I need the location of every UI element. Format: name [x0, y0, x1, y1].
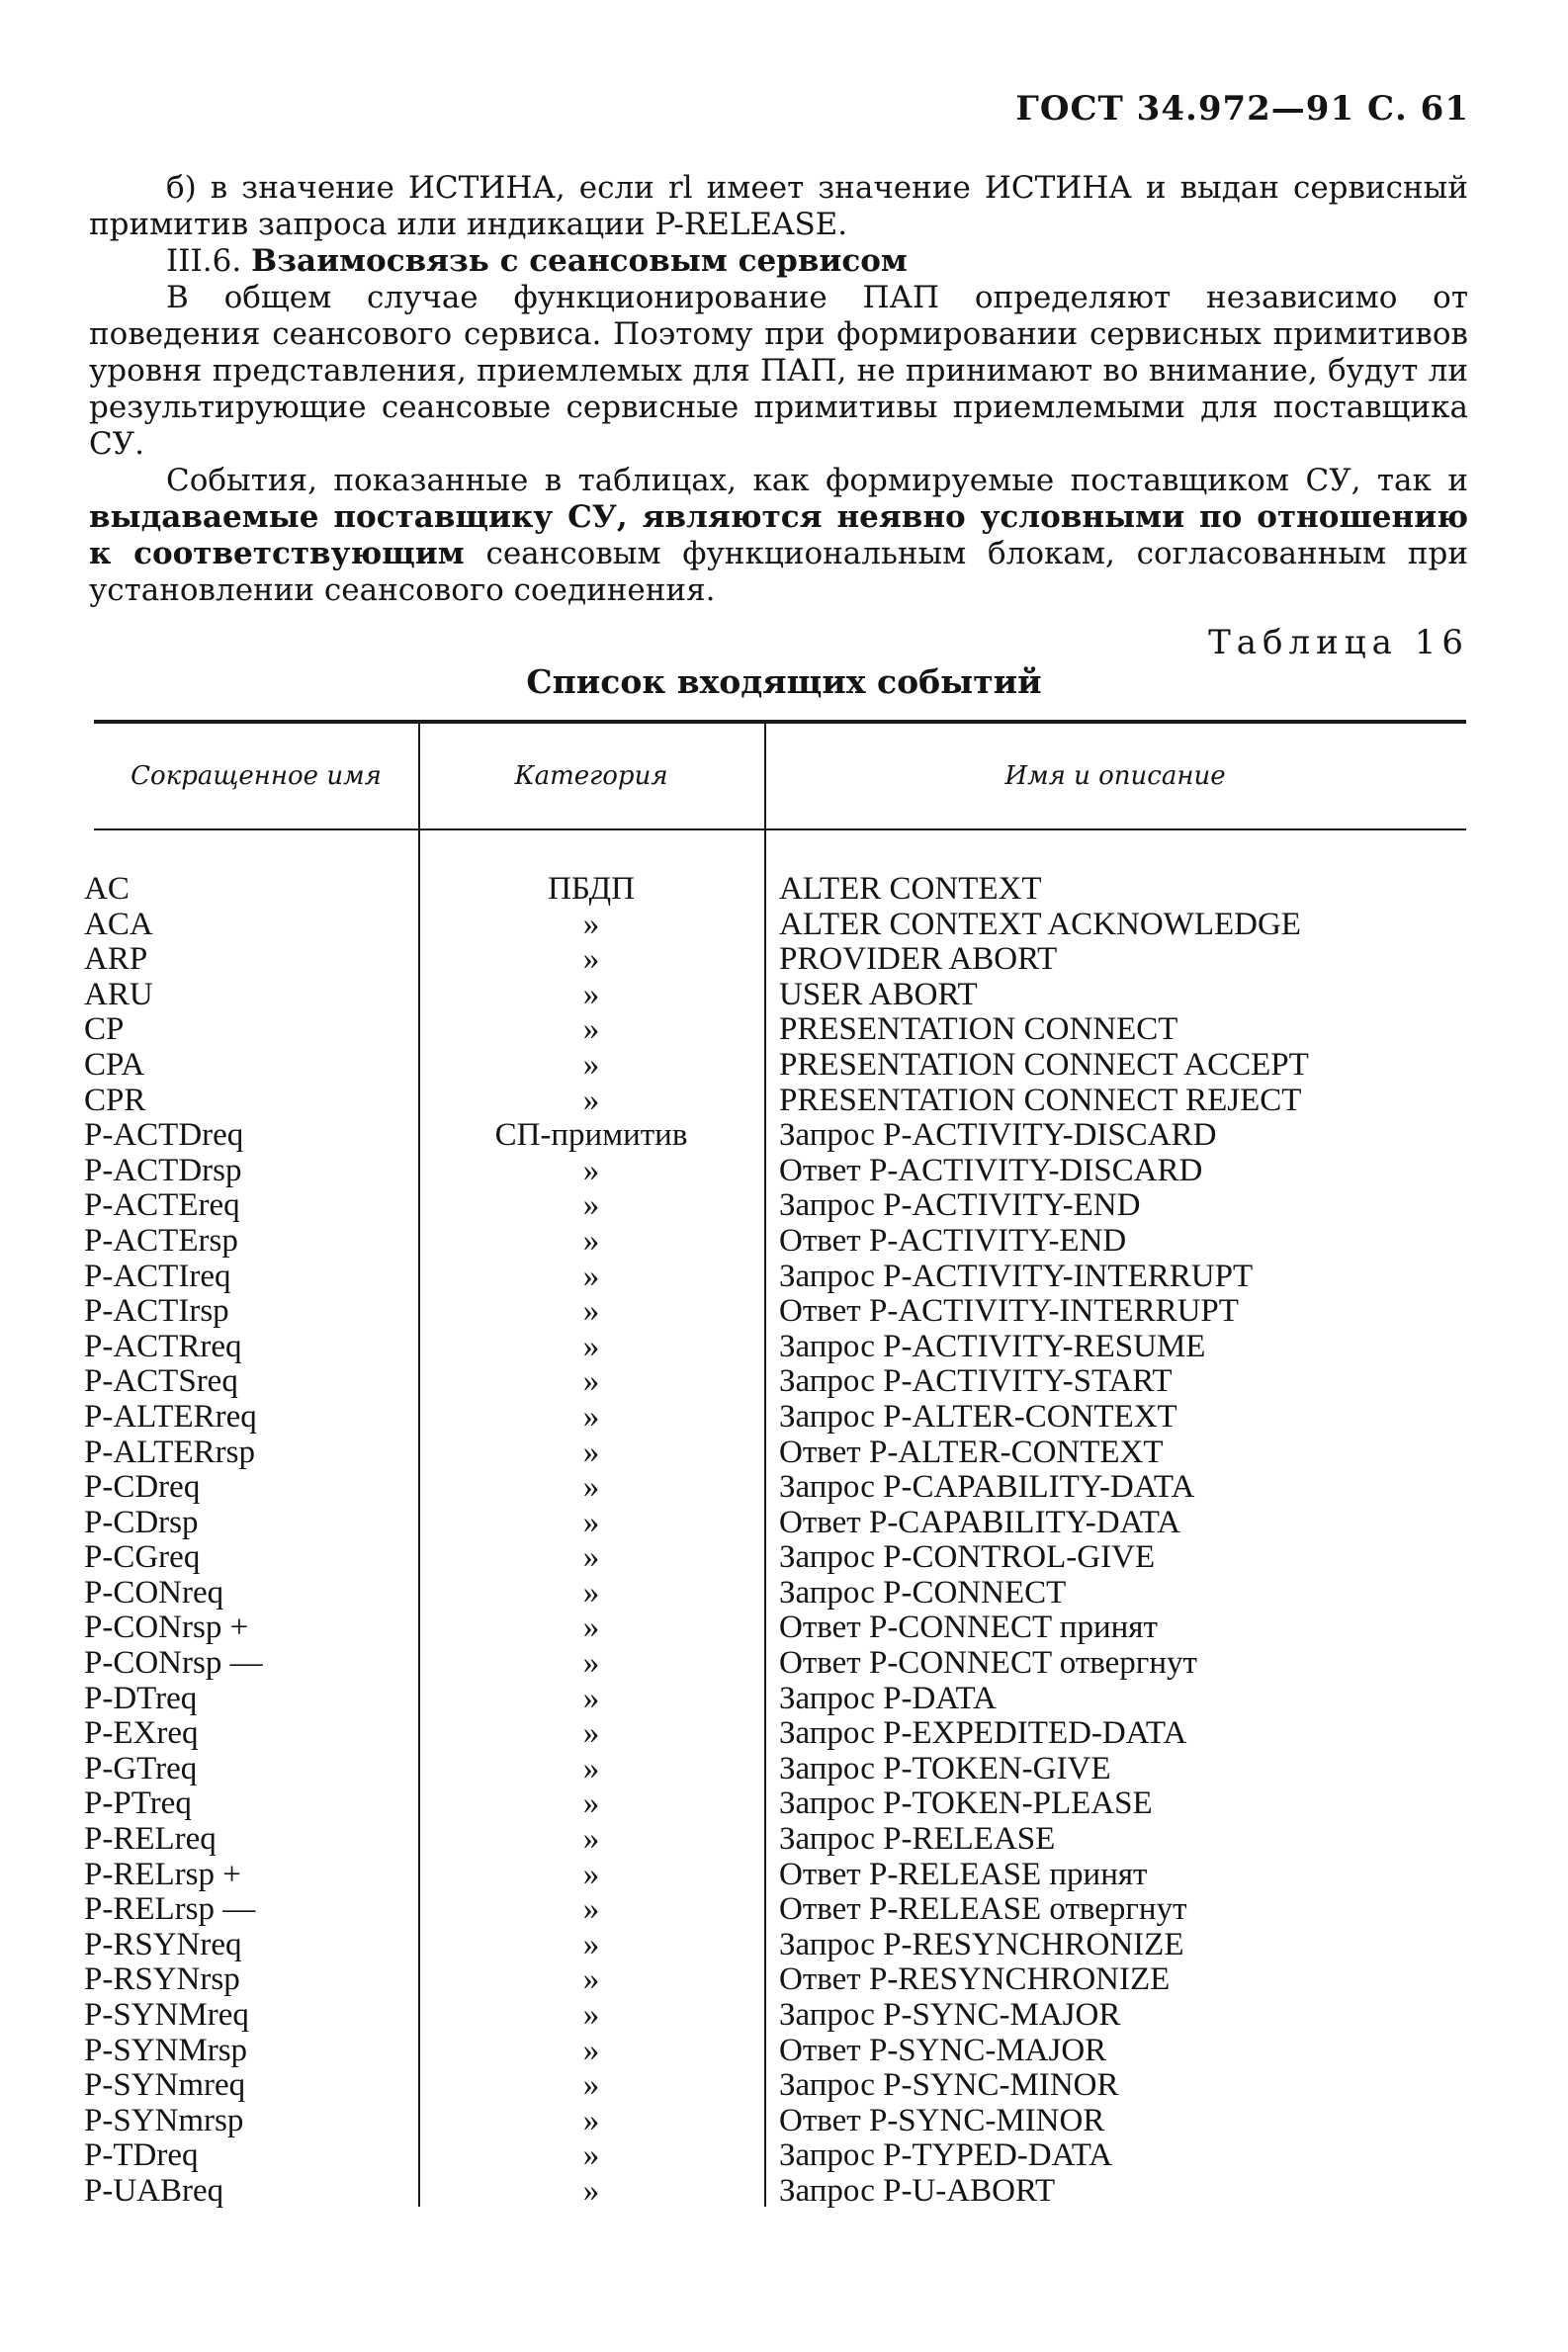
abbr-cell: ACA [84, 906, 153, 942]
table-row [0, 2174, 1568, 2210]
page-header: ГОСТ 34.972—91 С. 61 [1015, 89, 1469, 129]
abbr-cell: P-CDreq [84, 1469, 201, 1506]
table-row [0, 1364, 1568, 1400]
category-cell: » [582, 1926, 600, 1962]
description-cell: Ответ P-ACTIVITY-DISCARD [779, 1152, 1203, 1188]
table-row [0, 1540, 1568, 1576]
description-cell: Запрос P-TOKEN-GIVE [779, 1750, 1111, 1786]
table-row [0, 872, 1568, 908]
category-cell: » [582, 1786, 600, 1822]
table-row [0, 1682, 1568, 1717]
description-cell: Запрос P-CONNECT [779, 1574, 1067, 1611]
category-cell: » [582, 1469, 600, 1506]
category-cell: » [582, 1821, 600, 1858]
table-row [0, 1012, 1568, 1048]
abbr-cell: P-PTreq [84, 1786, 192, 1822]
abbr-cell: P-ACTDrsp [84, 1152, 242, 1188]
abbr-cell: P-SYNMreq [84, 1997, 249, 2033]
table-row [0, 1048, 1568, 1084]
table-row [0, 1260, 1568, 1295]
category-cell: » [582, 2172, 600, 2209]
table-row [0, 1330, 1568, 1365]
category-cell: » [582, 1434, 600, 1470]
abbr-cell: CPR [84, 1082, 146, 1118]
table-row [0, 2034, 1568, 2069]
description-cell: Запрос P-DATA [779, 1680, 997, 1716]
table-row [0, 1576, 1568, 1612]
category-cell: » [582, 2032, 600, 2068]
description-cell: Ответ P-SYNC-MINOR [779, 2102, 1105, 2138]
abbr-cell: P-ACTEreq [84, 1187, 240, 1224]
section-number: III.6. [166, 243, 242, 279]
description-cell: Ответ P-ACTIVITY-INTERRUPT [779, 1293, 1239, 1330]
abbr-cell: P-ALTERrsp [84, 1434, 255, 1470]
table-caption: Таблица 16 [1208, 623, 1469, 662]
paragraph-events [89, 463, 1468, 609]
table-header-rule [94, 828, 1466, 830]
abbr-cell: CPA [84, 1046, 145, 1083]
category-cell: СП-примитив [494, 1117, 688, 1154]
abbr-cell: P-RSYNreq [84, 1926, 242, 1962]
abbr-cell: CP [84, 1011, 125, 1048]
abbr-cell: P-RELrsp + [84, 1856, 241, 1892]
abbr-cell: P-DTreq [84, 1680, 198, 1716]
description-cell: Запрос P-ACTIVITY-RESUME [779, 1328, 1206, 1364]
abbr-cell: P-TDreq [84, 2137, 199, 2174]
description-cell: Запрос P-CONTROL-GIVE [779, 1539, 1156, 1576]
category-cell: » [582, 1152, 600, 1188]
paragraph-general: В общем случае функционирование ПАП определяют независимо от поведения сеансового сервиса. Поэтому при формировании сервисных примитивов уровня представления, приемлемых для ПАП, не принимают во внимание, будут ли результирующие сеансовые сервисные примитивы приемлемыми для поставщика СУ. [89, 280, 1468, 462]
category-cell: » [582, 1046, 600, 1083]
abbr-cell: P-UABreq [84, 2172, 224, 2209]
abbr-cell: P-CGreq [84, 1539, 201, 1576]
table-row [0, 1436, 1568, 1471]
table-row [0, 1084, 1568, 1119]
table-body [0, 872, 1568, 2210]
table-row [0, 1400, 1568, 1436]
table-row [0, 1646, 1568, 1682]
description-cell: PROVIDER ABORT [779, 941, 1058, 978]
table-row [0, 1154, 1568, 1189]
column-header-category: Категория [514, 761, 668, 791]
category-cell: » [582, 2137, 600, 2174]
abbr-cell: P-RSYNrsp [84, 1961, 240, 1998]
description-cell: Ответ P-RESYNCHRONIZE [779, 1961, 1171, 1998]
category-cell: » [582, 1539, 600, 1576]
category-cell: » [582, 1610, 600, 1646]
description-cell: Запрос P-ACTIVITY-INTERRUPT [779, 1258, 1254, 1294]
category-cell: » [582, 906, 600, 942]
category-cell: » [582, 1961, 600, 1998]
table-row [0, 1892, 1568, 1928]
category-cell: » [582, 1504, 600, 1540]
abbr-cell: P-ACTSreq [84, 1363, 238, 1400]
paragraph-events-part2: сеансовым функциональным блокам, согласованным при установлении сеансового соединения. [89, 536, 1469, 608]
table-row [0, 1752, 1568, 1787]
abbr-cell: P-EXreq [84, 1715, 199, 1752]
table-row [0, 2104, 1568, 2139]
table-top-rule [94, 720, 1466, 724]
abbr-cell: P-CONrsp — [84, 1645, 263, 1682]
category-cell: » [582, 1222, 600, 1259]
category-cell: » [582, 976, 600, 1012]
column-header-abbr: Сокращенное имя [131, 761, 382, 791]
table-title: Список входящих событий [526, 662, 1042, 701]
category-cell: » [582, 1715, 600, 1752]
column-header-description: Имя и описание [1004, 761, 1226, 791]
abbr-cell: P-GTreq [84, 1750, 198, 1786]
abbr-cell: P-ACTRreq [84, 1328, 242, 1364]
abbr-cell: ARP [84, 941, 148, 978]
description-cell: Ответ P-ACTIVITY-END [779, 1222, 1127, 1259]
table-row [0, 1224, 1568, 1260]
table-row [0, 1294, 1568, 1330]
description-cell: PRESENTATION CONNECT ACCEPT [779, 1046, 1309, 1083]
abbr-cell: P-ACTDreq [84, 1117, 244, 1154]
description-cell: Запрос P-SYNC-MINOR [779, 2067, 1119, 2104]
category-cell: » [582, 2102, 600, 2138]
category-cell: » [582, 941, 600, 978]
category-cell: » [582, 1856, 600, 1892]
description-cell: Ответ P-CAPABILITY-DATA [779, 1504, 1181, 1540]
description-cell: Ответ P-SYNC-MAJOR [779, 2032, 1107, 2068]
abbr-cell: P-CONrsp + [84, 1610, 249, 1646]
description-cell: Запрос P-TYPED-DATA [779, 2137, 1113, 2174]
table-row [0, 1962, 1568, 1998]
abbr-cell: AC [84, 871, 130, 907]
table-row [0, 1858, 1568, 1893]
category-cell: » [582, 1328, 600, 1364]
description-cell: PRESENTATION CONNECT [779, 1011, 1178, 1048]
abbr-cell: P-SYNmreq [84, 2067, 246, 2104]
table-row [0, 1716, 1568, 1752]
category-cell: » [582, 1293, 600, 1330]
description-cell: Запрос P-ACTIVITY-DISCARD [779, 1117, 1217, 1154]
category-cell: » [582, 1258, 600, 1294]
table-row [0, 1998, 1568, 2034]
category-cell: » [582, 1997, 600, 2033]
description-cell: Ответ P-CONNECT отвергнут [779, 1645, 1197, 1682]
paragraph-events-bold: выдаваемые поставщику СУ, являются неявно условными по отношению к соответствующим [89, 499, 1468, 571]
body-text [89, 170, 1468, 609]
description-cell: Запрос P-ALTER-CONTEXT [779, 1398, 1177, 1435]
abbr-cell: P-SYNMrsp [84, 2032, 248, 2068]
table-row [0, 1611, 1568, 1646]
paragraph-item-b: б) в значение ИСТИНА, если rl имеет значение ИСТИНА и выдан сервисный примитив запроса или индикации P-RELEASE. [89, 170, 1468, 242]
table-row [0, 2068, 1568, 2104]
table-row [0, 1188, 1568, 1224]
abbr-cell: P-ACTIrsp [84, 1293, 229, 1330]
category-cell: » [582, 1398, 600, 1435]
category-cell: ПБДП [548, 871, 635, 907]
category-cell: » [582, 1082, 600, 1118]
section-title: Взаимосвязь с сеансовым сервисом [251, 243, 908, 279]
category-cell: » [582, 1645, 600, 1682]
table-row [0, 942, 1568, 978]
abbr-cell: P-RELreq [84, 1821, 217, 1858]
abbr-cell: P-ALTERreq [84, 1398, 257, 1435]
description-cell: Запрос P-RELEASE [779, 1821, 1056, 1858]
description-cell: Ответ P-RELEASE принят [779, 1856, 1148, 1892]
description-cell: Ответ P-ALTER-CONTEXT [779, 1434, 1164, 1470]
table-row [0, 1506, 1568, 1541]
category-cell: » [582, 1750, 600, 1786]
table-row [0, 978, 1568, 1013]
section-heading [89, 243, 1468, 280]
description-cell: Запрос P-U-ABORT [779, 2172, 1056, 2209]
table-row [0, 908, 1568, 943]
abbr-cell: P-RELrsp — [84, 1891, 256, 1928]
abbr-cell: P-CONreq [84, 1574, 224, 1611]
table-row [0, 1928, 1568, 1963]
abbr-cell: P-SYNmrsp [84, 2102, 244, 2138]
table-row [0, 1786, 1568, 1822]
description-cell: Запрос P-ACTIVITY-END [779, 1187, 1141, 1224]
abbr-cell: P-ACTIreq [84, 1258, 231, 1294]
description-cell: PRESENTATION CONNECT REJECT [779, 1082, 1302, 1118]
category-cell: » [582, 1363, 600, 1400]
table-row [0, 1822, 1568, 1858]
description-cell: USER ABORT [779, 976, 978, 1012]
description-cell: Запрос P-TOKEN-PLEASE [779, 1786, 1153, 1822]
category-cell: » [582, 1891, 600, 1928]
table-row [0, 1470, 1568, 1506]
abbr-cell: P-ACTErsp [84, 1222, 238, 1259]
category-cell: » [582, 1574, 600, 1611]
abbr-cell: P-CDrsp [84, 1504, 199, 1540]
description-cell: Ответ P-CONNECT принят [779, 1610, 1158, 1646]
category-cell: » [582, 2067, 600, 2104]
abbr-cell: ARU [84, 976, 153, 1012]
description-cell: Запрос P-CAPABILITY-DATA [779, 1469, 1195, 1506]
category-cell: » [582, 1187, 600, 1224]
description-cell: ALTER CONTEXT [779, 871, 1042, 907]
description-cell: Запрос P-RESYNCHRONIZE [779, 1926, 1184, 1962]
category-cell: » [582, 1680, 600, 1716]
description-cell: Запрос P-SYNC-MAJOR [779, 1997, 1121, 2033]
description-cell: Запрос P-ACTIVITY-START [779, 1363, 1173, 1400]
description-cell: ALTER CONTEXT ACKNOWLEDGE [779, 906, 1301, 942]
description-cell: Запрос P-EXPEDITED-DATA [779, 1715, 1187, 1752]
category-cell: » [582, 1011, 600, 1048]
paragraph-events-part1: События, показанные в таблицах, как формируемые поставщиком СУ, так и [166, 463, 1468, 498]
description-cell: Ответ P-RELEASE отвергнут [779, 1891, 1187, 1928]
table-row [0, 1118, 1568, 1154]
table-row [0, 2138, 1568, 2174]
